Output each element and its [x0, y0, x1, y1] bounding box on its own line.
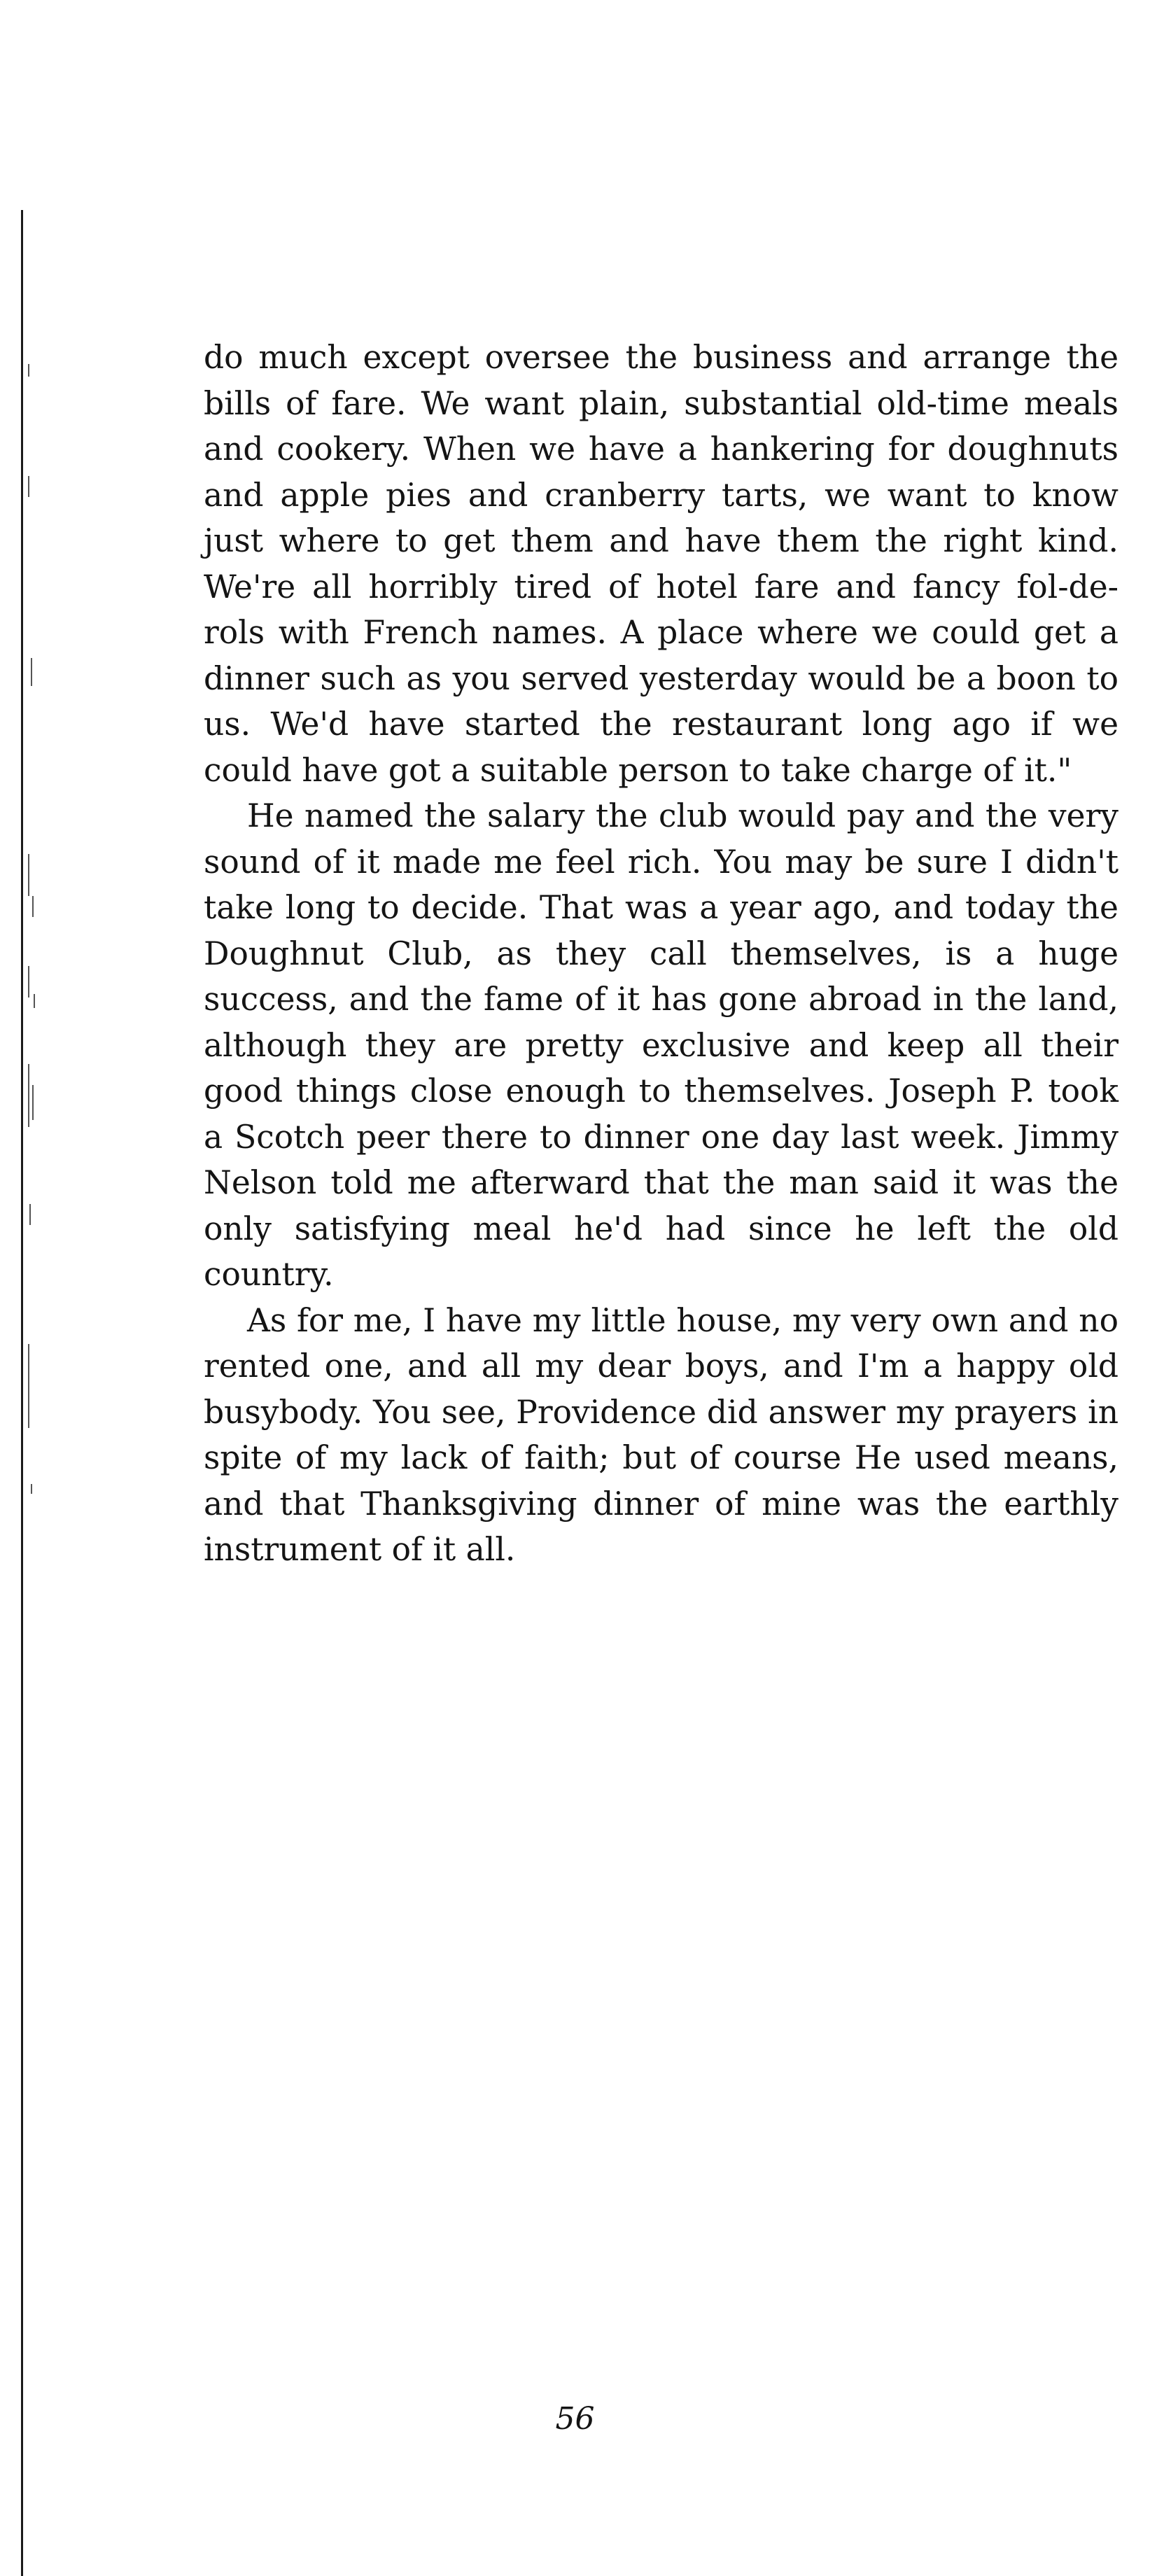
binding-edge [21, 210, 23, 2576]
paragraph-2: He named the salary the club would pay and the very sound of it made me feel rich. You may be sure I didn't take long to decide. That was a year ago, and today the Doughnut Club, as they call themselves, is a huge success, and the fame of it has gone abroad in the land, although they are pretty exclusive and keep all their good things close enough to themselves. Joseph P. took a Scotch peer there to dinner one day last week. Jimmy Nelson told me afterward that the man said it was the only satisfying meal he'd had since he left the old country. [204, 797, 1119, 1293]
paragraph-3: As for me, I have my little house, my very own and no rented one, and all my dear boys, and I'm a happy old busybody. You see, Providence did answer my prayers in spite of my lack of faith; but of course He used means, and that Thanksgiving dinner of mine was the earthly instrument of it all. [204, 1301, 1119, 1568]
body-text [204, 335, 1119, 1573]
scan-specks [27, 364, 41, 1554]
page-number: 56 [555, 2401, 595, 2437]
paragraph-1: do much except oversee the business and arrange the bills of fare. We want plain, substantial old-time meals and cookery. When we have a hankering for doughnuts and apple pies and cranberry tarts, we want to know just where to get them and have them the right kind. We're all horribly tired of hotel fare and fancy fol-de-rols with French names. A place where we could get a dinner such as you served yesterday would be a boon to us. We'd have started the restaurant long ago if we could have got a suitable person to take charge of it." [204, 339, 1119, 789]
